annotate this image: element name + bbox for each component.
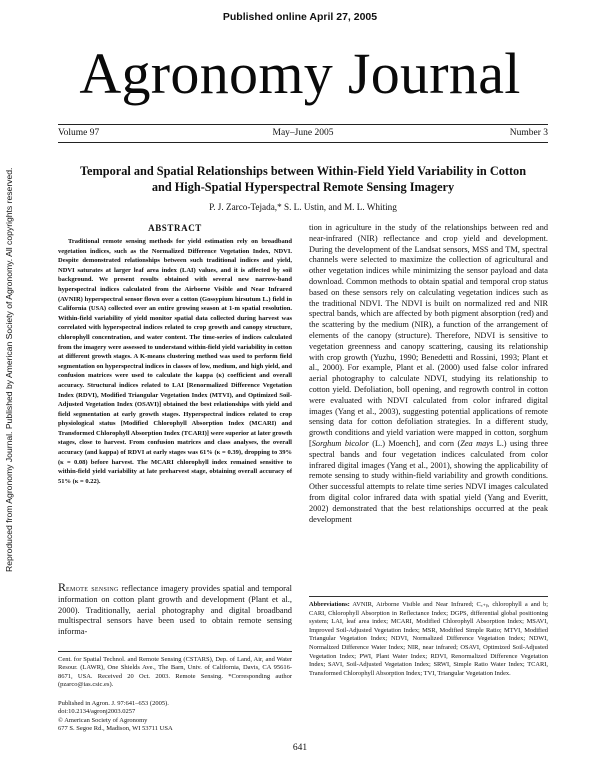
pub-copyright: © American Society of Agronomy: [58, 716, 148, 724]
publication-info: [58, 700, 292, 734]
body-text-part-3: L.) using three spectral bands and four vegetation indices calculated from color infrared digital images (Yang et al., 2001), showing the applicability of remote sensing to study within-field variability and growth conditions. Other successful attempts to relate time series NDVI images calculated from digital color infrared data with spatial yield (Yang and Everitt, 2002) demonstrated that the best relationships occurred at the peak development: [309, 438, 548, 524]
journal-title: Agronomy Journal: [79, 41, 521, 106]
abbreviations-label: Abbreviations:: [309, 601, 350, 608]
introduction-paragraph: [58, 582, 292, 638]
body-text-column: [309, 223, 548, 588]
intro-text: reflectance imagery provides spatial and temporal information on cotton plant growth and development (Plant et al., 2000). Traditionally, aerial photography and digital broadband multispectral sensors have been used to obtain remote sensing informa-: [58, 584, 292, 637]
published-online-date: Published online April 27, 2005: [222, 11, 378, 23]
pub-doi: doi:10.2134/agronj2003.0257: [58, 708, 136, 716]
header-top-rule: [58, 124, 548, 125]
body-text-part-2: (L.) Moench], and corn (: [368, 438, 461, 448]
affiliation-rule: [58, 651, 292, 652]
page-number: 641: [292, 743, 308, 753]
pub-citation: Published in Agron. J. 97:641–653 (2005).: [58, 700, 169, 707]
abbreviations-rule: [309, 596, 548, 597]
intro-smallcaps: emote sensing: [66, 584, 119, 593]
article-authors: P. J. Zarco-Tejada,* S. L. Ustin, and M. L. Whiting: [209, 202, 397, 212]
issue-number: Number 3: [509, 128, 548, 138]
abbreviations-text: AVNIR, Airborne Visible and Near Infrared; Cₐ₊ᵦ, chlorophyll a and b; CARI, Chlorophyll Absorption in Reflectance Index; DGPS, differential global positioning system; LAI, leaf area index; MCARI, Modified Chlorophyll Absorption Index; MSAVI, Improved Soil-Adjusted Vegetation Index; MSR, Modified Simple Ratio; MTVI, Modified Triangular Vegetation Index; NDVI, Normalized Difference Vegetation Index; NDWI, Normalized Difference Water Index; NIR, near infrared; OSAVI, Optimized Soil-Adjusted Vegetation Index; PWI, Plant Water Index; RDVI, Renormalized Difference Vegetation Index; SAVI, Soil-Adjusted Vegetation Index; SRWI, Simple Ratio Water Index; TCARI, Transformed Chlorophyll Absorption Index; TVI, Triangular Vegetation Index.: [309, 601, 548, 677]
article-title: Temporal and Spatial Relationships between Within-Field Yield Variability in Cotton and High-Spatial Hyperspectral Remote Sensing Imagery: [79, 164, 527, 194]
pub-address: 677 S. Segoe Rd., Madison, WI 53711 USA: [58, 725, 173, 733]
header-bottom-rule: [58, 142, 548, 143]
intro-dropcap: R: [58, 582, 67, 594]
body-text-zea: Zea mays: [460, 438, 494, 448]
issue-line: [58, 126, 548, 140]
issue-date: May–June 2005: [272, 128, 334, 138]
body-text-sorghum: Sorghum bicolor: [311, 438, 369, 448]
abstract-text: Traditional remote sensing methods for yield estimation rely on broadband vegetation indices, such as the Normalized Difference Vegetation Index, NDVI. Despite demonstrated relationships between such traditional indices and yield, NDVI saturates at larger leaf area index (LAI) values, and it is affected by soil background. We present results obtained with several new narrow-band hyperspectral indices calculated from the Airborne Visible and Near Infrared (AVNIR) hyperspectral sensor flown over a cotton (Gossypium hirsutum L.) field in California (USA) collected over an entire growing season at 1-m spatial resolution. Within-field variability of yield monitor spatial data collected during harvest was correlated with hyperspectral indices related to crop growth and canopy structure, chlorophyll concentration, and water content. The time-series of indices calculated from the imagery were assessed to understand within-field yield variability in cotton at different growth stages. A K-means clustering method was used to perform field segmentation on hyperspectral indices in classes of low, medium, and high yield, and confusion matrices were used to calculate the kappa (κ) coefficient and overall accuracy. Structural indices related to LAI [Renormalized Difference Vegetation Index (RDVI), Modified Triangular Vegetation Index (MTVI), and Optimized Soil-Adjusted Vegetation Index (OSAVI)] obtained the best relationships with yield and field segmentation at early growth stages. Hyperspectral indices related to crop physiological status [Modified Chlorophyll Absorption Index (MCARI) and Transformed Chlorophyll Absorption Index (TCARI)] were superior at later growth stages, close to harvest. From confusion matrices and class analyses, the overall accuracy (and kappa) of RDVI at early stages was 61% (κ = 0.39), dropping to 39% (κ = 0.08) before harvest. The MCARI chlorophyll index remained sensitive to within-field yield variability at late preharvest stage, obtaining overall accuracy of 51% (κ = 0.22).: [58, 238, 292, 485]
volume-label: Volume 97: [58, 128, 100, 138]
abbreviations-footnote: [309, 601, 548, 713]
copyright-side-note: Reproduced from Agronomy Journal. Published by American Society of Agronomy. All copyrights reserved.: [4, 167, 14, 573]
author-affiliation: Cent. for Spatial Technol. and Remote Sensing (CSTARS), Dep. of Land, Air, and Water Resour. (LAWR), One Shields Ave., The Barn, Univ. of California, Davis, CA 95616-8671, USA. Received 20 Oct. 2003. Remote Sensing. *Corresponding author (pzarco@ias.csic.es).: [58, 656, 292, 689]
body-text-part-1: tion in agriculture in the study of the relationships between red and near-infrared (NIR) reflectance and crop yield and development. During the development of the Landsat sensors, MSS and TM, spectral channels were selected to maximize the collection of agricultural and other vegetation indices while minimizing the sensor payload and data download. Common methods to obtain spatial and temporal crop status based on these sensors rely on calculating vegetation indices such as the traditional NDVI. The NDVI is built on normalized red and NIR spectral bands, which are affected by both pigment absorption (red) and the scattering by the medium (NIR), a function of the arrangement of elements of the canopy (structure). Therefore, NDVI is sensitive to vegetation greenness and canopy scattering, causing its relationship with crop growth (Yuzhu, 1990; Benedetti and Rossini, 1993; Plant et al., 2000). For example, Plant et al. (2000) used false color infrared aerial photography to calculate NDVI, studying its relationship to cotton yield. Defoliation, boll opening, and regrowth control in cotton were evaluated with NDVI calculated from color infrared digital images (Yang et al., 2003), suggesting potential applications of remote sensing data for cotton defoliation strategies. In a different study, growth conditions and yield variation were mapped in cotton, sorghum [: [309, 223, 548, 448]
abstract-heading: ABSTRACT: [148, 223, 202, 233]
